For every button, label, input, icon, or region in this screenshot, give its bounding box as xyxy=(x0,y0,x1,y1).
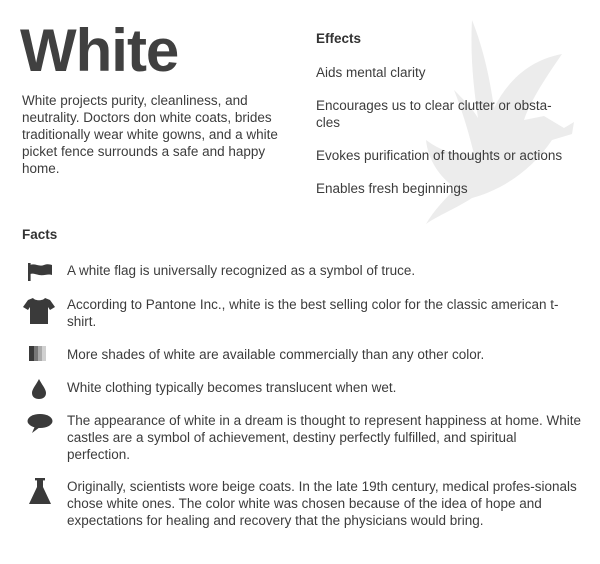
fact-text: Originally, scientists wore beige coats. In the late 19th century, medical profes-sionals chose white ones. The color white was chosen because of the idea of hope and expectations for healing and recovery that the physicians would bring. xyxy=(67,479,577,528)
flag-icon xyxy=(22,262,58,292)
fact-text: A white flag is universally recognized as a symbol of truce. xyxy=(67,263,416,278)
speech-bubble-icon xyxy=(22,412,58,442)
flask-icon xyxy=(22,478,58,508)
fact-text: The appearance of white in a dream is thought to represent happiness at home. White castles are a symbol of achievement, destiny perfectly fulfilled, and spiritual perfection. xyxy=(67,413,582,462)
intro-paragraph: White projects purity, cleanliness, and neutrality. Doctors don white coats, brides traditionally wear white gowns, and a white picket fence surrounds a safe and happy home. xyxy=(22,93,278,176)
tshirt-icon xyxy=(22,296,58,326)
facts-heading: Facts xyxy=(22,227,58,242)
fact-text: White clothing typically becomes translucent when wet. xyxy=(67,380,397,395)
effect-item: Enables fresh beginnings xyxy=(316,181,468,196)
fact-text: More shades of white are available commercially than any other color. xyxy=(67,347,485,362)
fact-text: According to Pantone Inc., white is the best selling color for the classic american t-shirt. xyxy=(67,297,559,329)
page-title: White xyxy=(20,17,179,84)
effects-section xyxy=(316,30,586,196)
color-swatch-icon xyxy=(22,346,58,376)
effect-item: Evokes purification of thoughts or actions xyxy=(316,148,563,163)
effect-item: Aids mental clarity xyxy=(316,65,426,80)
effects-heading: Effects xyxy=(316,31,362,46)
water-drop-icon xyxy=(22,379,58,409)
effect-item: Encourages us to clear clutter or obsta-cles xyxy=(316,98,552,130)
